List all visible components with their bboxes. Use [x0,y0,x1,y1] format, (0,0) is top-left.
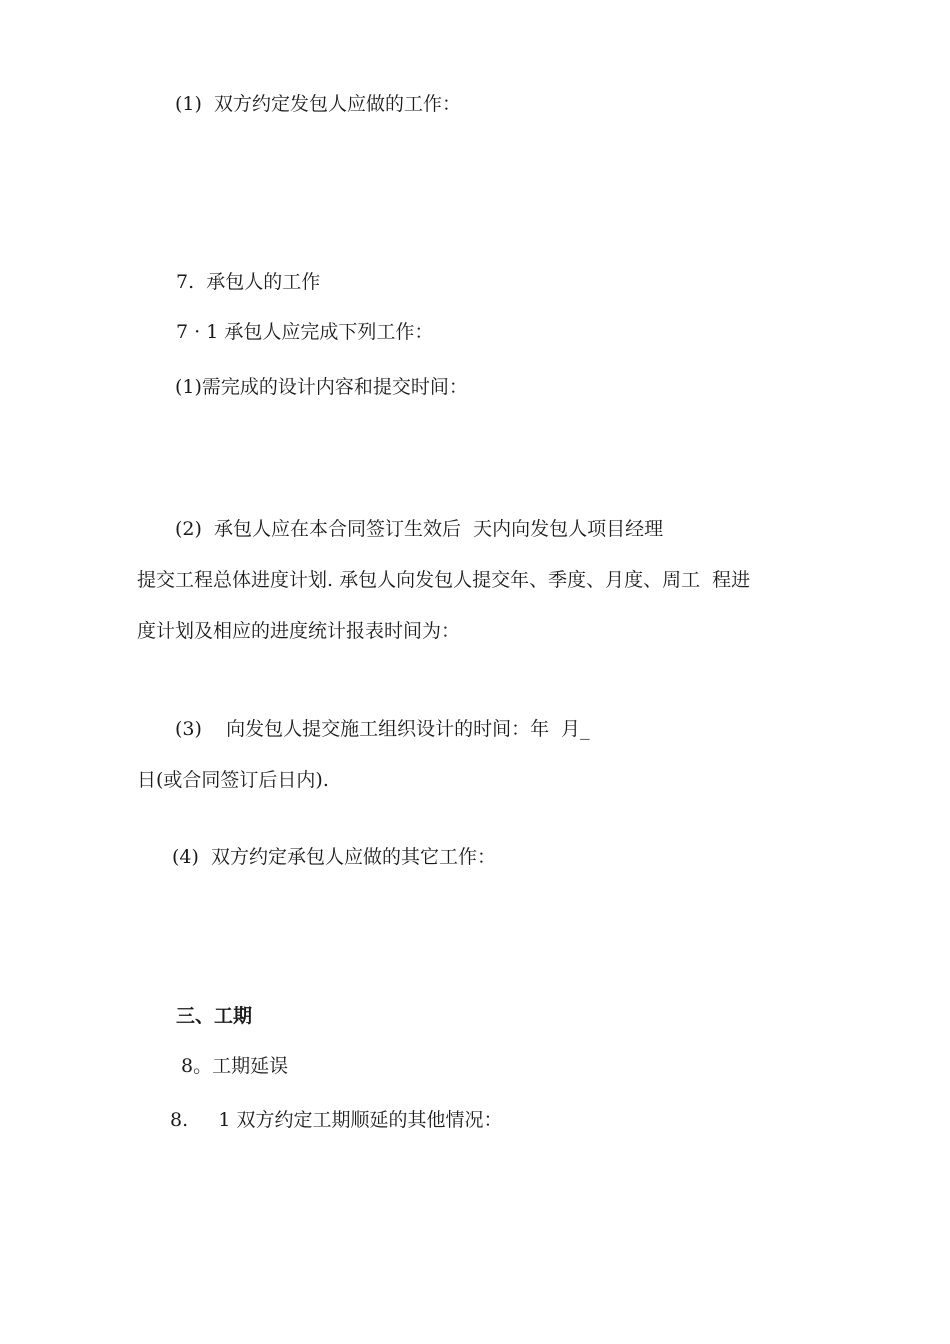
item-employer-work: (1) 双方约定发包人应做的工作： [175,93,461,115]
item-design-content: (1)需完成的设计内容和提交时间： [175,376,468,398]
section-8-heading: 8。工期延误 [181,1055,289,1077]
clause-7-1: 7 · 1 承包人应完成下列工作： [176,321,434,343]
clause-8-1: 8. 1 双方约定工期顺延的其他情况： [170,1109,503,1131]
item-construction-design: (3) 向发包人提交施工组织设计的时间：年 月_ [175,718,590,740]
item-schedule-plan-cont-2: 度计划及相应的进度统计报表时间为： [137,620,461,642]
item-schedule-plan-cont-1: 提交工程总体进度计划. 承包人向发包人提交年、季度、月度、周工 程进 [137,569,751,591]
section-7-heading: 7. 承包人的工作 [176,271,321,293]
item-contractor-other-work: (4) 双方约定承包人应做的其它工作： [172,846,496,868]
item-schedule-plan: (2) 承包人应在本合同签订生效后 天内向发包人项目经理 [175,518,664,540]
section-3-heading: 三、工期 [176,1005,253,1027]
item-construction-design-cont: 日(或合同签订后日内). [137,769,329,791]
